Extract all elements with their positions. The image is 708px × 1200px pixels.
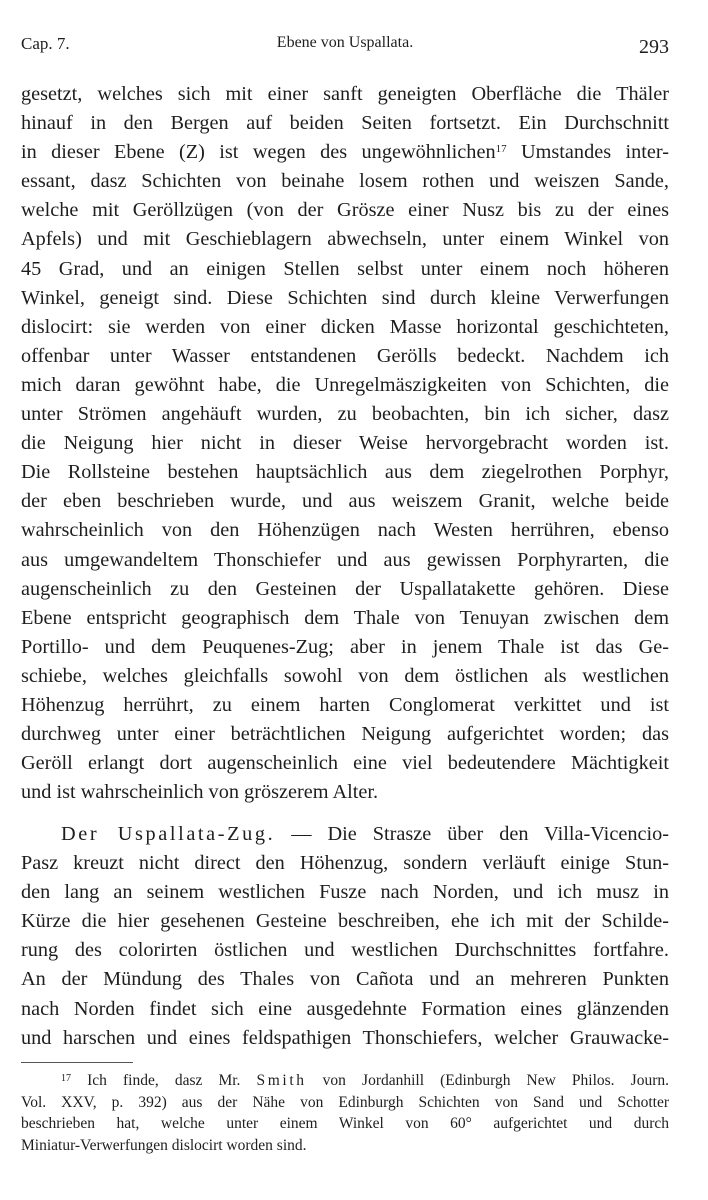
- text-line: dislocirt: sie werden von einer dicken Masse horizontal geschichteten,: [21, 315, 669, 338]
- text-line: der eben beschrieben wurde, und aus weiszem Granit, welche beide: [21, 490, 669, 513]
- text-line: den lang an seinem westlichen Fusze nach Norden, und ich musz in: [21, 881, 669, 904]
- chapter-label: Cap. 7.: [21, 34, 70, 53]
- text-line: welche mit Geröllzügen (von der Grösze einer Nusz bis zu der eines: [21, 199, 669, 222]
- text-line: Kürze die hier gesehenen Gesteine beschreiben, ehe ich mit der Schilde-: [21, 910, 669, 933]
- text-line: und harschen und eines feldspathigen Thonschiefers, welcher Grauwacke-: [21, 1026, 669, 1049]
- text-line: Höhenzug herrührt, zu einem harten Conglomerat verkittet und ist: [21, 693, 669, 716]
- book-page: [21, 0, 669, 1200]
- text-line: in dieser Ebene (Z) ist wegen des ungewöhnlichen$^{17}$ Umstandes inter-: [21, 141, 669, 164]
- text-line: schiebe, welches gleichfalls sowohl von dem östlichen als westlichen: [21, 664, 669, 687]
- text-line: nach Norden findet sich eine ausgedehnte Formation eines glänzenden: [21, 997, 669, 1020]
- text-line: wahrscheinlich von den Höhenzügen nach Westen herrühren, ebenso: [21, 519, 669, 542]
- text-line: Die Rollsteine bestehen hauptsächlich aus dem ziegelrothen Porphyr,: [21, 461, 669, 484]
- text-line: An der Mündung des Thales von Cañota und an mehreren Punkten: [21, 968, 669, 991]
- text-line: Portillo- und dem Peuquenes-Zug; aber in jenem Thale ist das Ge-: [21, 635, 669, 658]
- author-name: Smith: [256, 1072, 307, 1089]
- text-line: Pasz kreuzt nicht direct den Höhenzug, sondern verläuft einige Stun-: [21, 852, 669, 875]
- text-line: essant, dasz Schichten von beinahe losem rothen und weiszen Sande,: [21, 170, 669, 193]
- text-line: die Neigung hier nicht in dieser Weise hervorgebracht worden ist.: [21, 432, 669, 455]
- section-heading: Der Uspallata-Zug.: [61, 823, 276, 845]
- text-line: hinauf in den Bergen auf beiden Seiten fortsetzt. Ein Durchschnitt: [21, 112, 669, 135]
- text-line: Geröll erlangt dort augenscheinlich eine viel bedeutendere Mächtigkeit: [21, 752, 669, 775]
- text-line: offenbar unter Wasser entstandenen Gerölls bedeckt. Nachdem ich: [21, 344, 669, 367]
- page-number: 293: [639, 36, 669, 58]
- footnote-line: $^{17}$ Ich finde, dasz Mr. Smith von Jordanhill (Edinburgh New Philos. Journ.: [61, 1072, 669, 1089]
- paragraph-uspallata-zug: [21, 820, 669, 1053]
- footnote-line: Miniatur-Verwerfungen dislocirt worden sind.: [21, 1136, 307, 1154]
- text-line: rung des colorirten östlichen und westlichen Durchschnittes fortfahre.: [21, 939, 669, 962]
- text-line: und ist wahrscheinlich von gröszerem Alter.: [21, 781, 379, 804]
- text-line: mich daran gewöhnt habe, die Unregelmäszigkeiten von Schichten, die: [21, 373, 669, 396]
- text-line: augenscheinlich zu den Gesteinen der Uspallatakette gehören. Diese: [21, 577, 669, 600]
- footnote-reference: 17: [495, 143, 507, 156]
- text-line: unter Strömen angehäuft wurden, zu beobachten, bin ich sicher, dasz: [21, 403, 669, 426]
- text-line: durchweg unter einer beträchtlichen Neigung aufgerichtet worden; das: [21, 723, 669, 746]
- running-header: [21, 34, 669, 62]
- text-line: Winkel, geneigt sind. Diese Schichten sind durch kleine Verwerfungen: [21, 286, 669, 309]
- footnote-number: 17: [61, 1073, 71, 1084]
- text-line: gesetzt, welches sich mit einer sanft geneigten Oberfläche die Thäler: [21, 83, 669, 105]
- text-line: aus umgewandeltem Thonschiefer und aus gewissen Porphyrarten, die: [21, 548, 669, 571]
- footnote: [21, 1070, 669, 1156]
- text-line: 45 Grad, und an einigen Stellen selbst unter einem noch höheren: [21, 257, 669, 280]
- text-line: Apfels) und mit Geschieblagern abwechseln, unter einem Winkel von: [21, 228, 669, 251]
- footnote-line: beschrieben hat, welche unter einem Winkel von 60° aufgerichtet und durch: [21, 1115, 669, 1132]
- footnote-divider: [21, 1062, 133, 1063]
- running-title: Ebene von Uspallata.: [276, 34, 414, 51]
- footnote-line: Vol. XXV, p. 392) aus der Nähe von Edinburgh Schichten von Sand und Schotter: [21, 1093, 669, 1111]
- paragraph-ebene: [21, 80, 669, 807]
- text-line: Der Uspallata-Zug. — Die Strasze über den Villa-Vicencio-: [61, 823, 669, 845]
- text-line: Ebene entspricht geographisch dem Thale von Tenuyan zwischen dem: [21, 606, 669, 629]
